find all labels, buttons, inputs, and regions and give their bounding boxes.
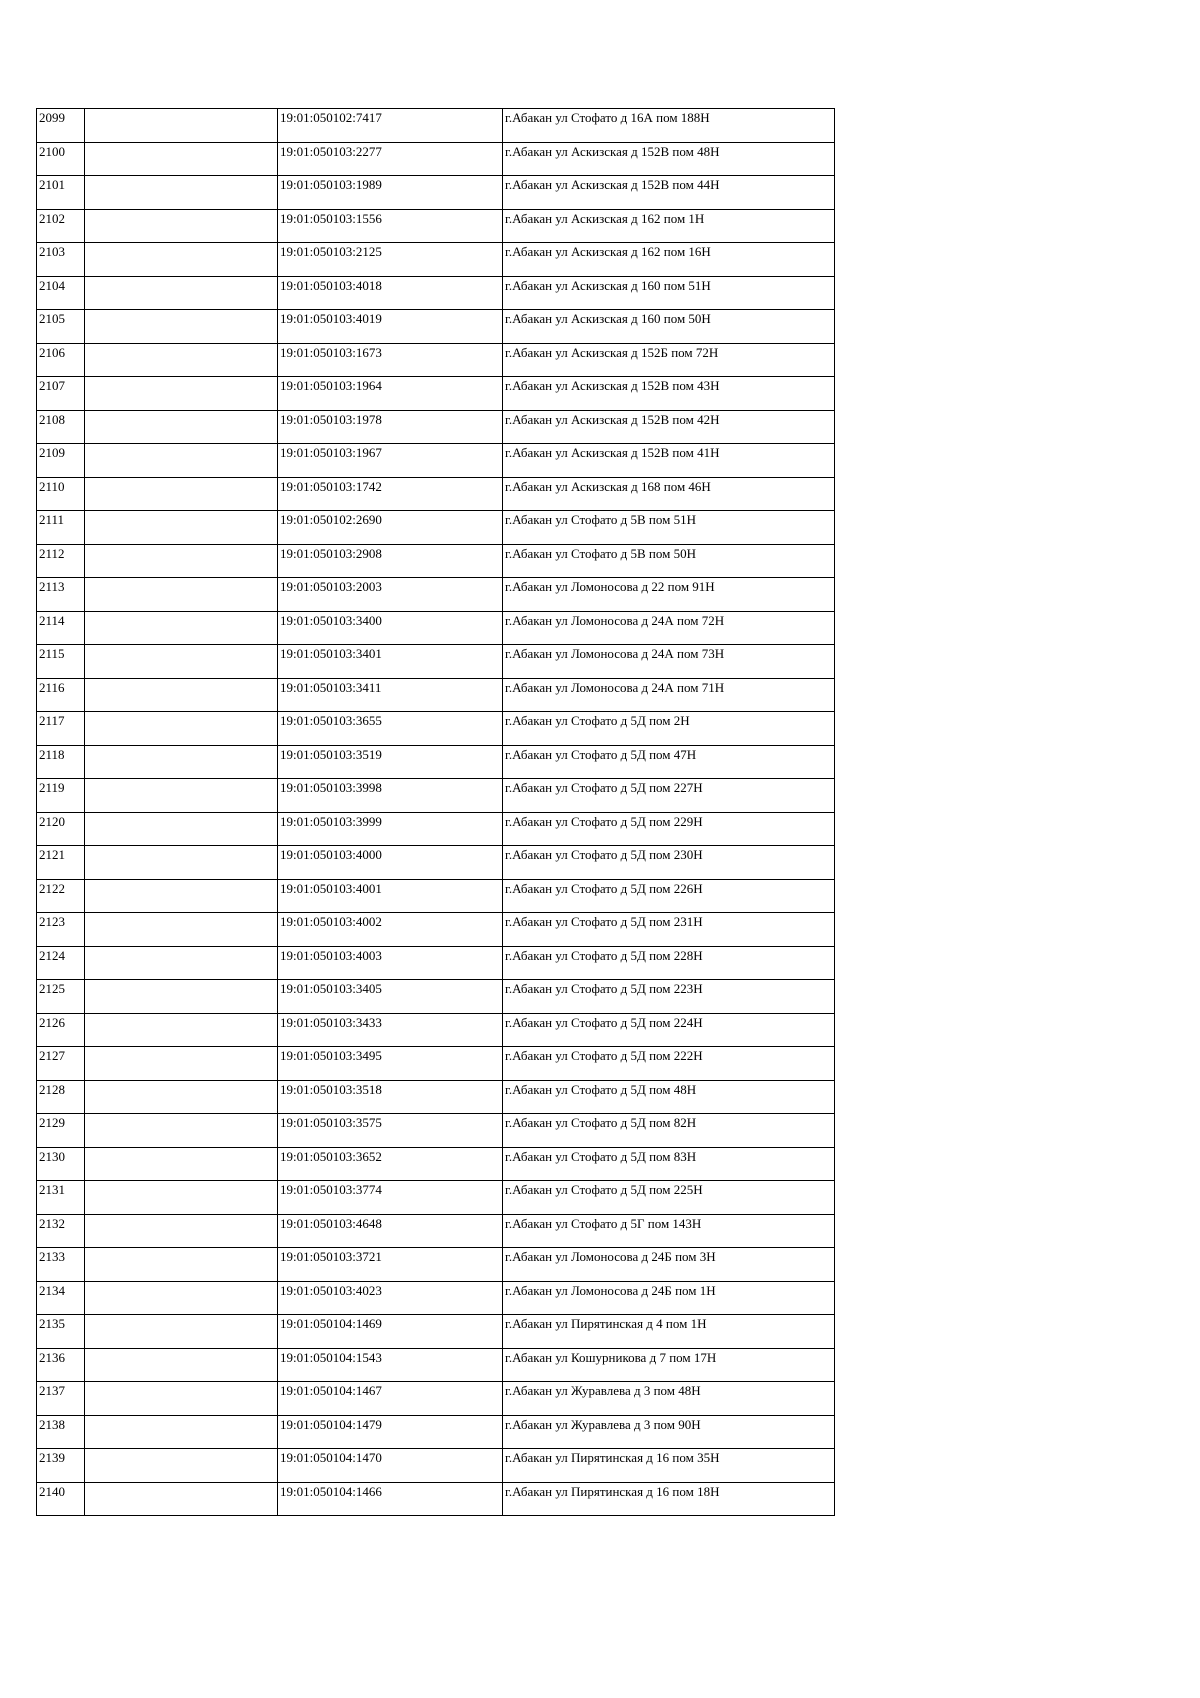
table-row — [37, 913, 835, 947]
cadastral-number-cell: 19:01:050103:4019 — [278, 310, 503, 344]
empty-cell — [85, 1114, 278, 1148]
row-number-cell: 2135 — [37, 1315, 85, 1349]
empty-cell — [85, 511, 278, 545]
row-number-cell: 2104 — [37, 276, 85, 310]
empty-cell — [85, 913, 278, 947]
empty-cell — [85, 1382, 278, 1416]
empty-cell — [85, 1013, 278, 1047]
address-cell: г.Абакан ул Ломоносова д 22 пом 91Н — [503, 578, 835, 612]
row-number-cell: 2102 — [37, 209, 85, 243]
empty-cell — [85, 343, 278, 377]
table-row — [37, 946, 835, 980]
row-number-cell: 2112 — [37, 544, 85, 578]
cadastral-number-cell: 19:01:050103:1742 — [278, 477, 503, 511]
row-number-cell: 2106 — [37, 343, 85, 377]
address-cell: г.Абакан ул Аскизская д 152В пом 48Н — [503, 142, 835, 176]
table-row — [37, 1047, 835, 1081]
address-cell: г.Абакан ул Ломоносова д 24А пом 73Н — [503, 645, 835, 679]
table-row — [37, 611, 835, 645]
address-cell: г.Абакан ул Ломоносова д 24А пом 72Н — [503, 611, 835, 645]
empty-cell — [85, 142, 278, 176]
empty-cell — [85, 209, 278, 243]
table-row — [37, 1248, 835, 1282]
cadastral-number-cell: 19:01:050103:4018 — [278, 276, 503, 310]
address-cell: г.Абакан ул Аскизская д 152В пом 44Н — [503, 176, 835, 210]
table-row — [37, 477, 835, 511]
address-cell: г.Абакан ул Стофато д 5Д пом 229Н — [503, 812, 835, 846]
row-number-cell: 2105 — [37, 310, 85, 344]
table-row — [37, 1114, 835, 1148]
cadastral-number-cell: 19:01:050103:2908 — [278, 544, 503, 578]
table-row — [37, 712, 835, 746]
cadastral-number-cell: 19:01:050103:1989 — [278, 176, 503, 210]
row-number-cell: 2121 — [37, 846, 85, 880]
cadastral-number-cell: 19:01:050103:1964 — [278, 377, 503, 411]
empty-cell — [85, 1214, 278, 1248]
cadastral-number-cell: 19:01:050103:3721 — [278, 1248, 503, 1282]
cadastral-number-cell: 19:01:050103:3998 — [278, 779, 503, 813]
row-number-cell: 2114 — [37, 611, 85, 645]
address-cell: г.Абакан ул Стофато д 5Г пом 143Н — [503, 1214, 835, 1248]
cadastral-number-cell: 19:01:050103:3433 — [278, 1013, 503, 1047]
address-cell: г.Абакан ул Аскизская д 160 пом 50Н — [503, 310, 835, 344]
empty-cell — [85, 1248, 278, 1282]
table-row — [37, 544, 835, 578]
table-row — [37, 812, 835, 846]
empty-cell — [85, 444, 278, 478]
table-row — [37, 276, 835, 310]
table-row — [37, 209, 835, 243]
address-cell: г.Абакан ул Аскизская д 168 пом 46Н — [503, 477, 835, 511]
address-cell: г.Абакан ул Аскизская д 162 пом 1Н — [503, 209, 835, 243]
address-cell: г.Абакан ул Стофато д 5Д пом 224Н — [503, 1013, 835, 1047]
table-row — [37, 846, 835, 880]
cadastral-number-cell: 19:01:050103:3575 — [278, 1114, 503, 1148]
row-number-cell: 2101 — [37, 176, 85, 210]
cadastral-number-cell: 19:01:050104:1469 — [278, 1315, 503, 1349]
table-row — [37, 410, 835, 444]
empty-cell — [85, 310, 278, 344]
row-number-cell: 2124 — [37, 946, 85, 980]
address-cell: г.Абакан ул Кошурникова д 7 пом 17Н — [503, 1348, 835, 1382]
address-cell: г.Абакан ул Журавлева д 3 пом 48Н — [503, 1382, 835, 1416]
cadastral-number-cell: 19:01:050103:3400 — [278, 611, 503, 645]
cadastral-number-cell: 19:01:050104:1479 — [278, 1415, 503, 1449]
empty-cell — [85, 1147, 278, 1181]
table-row — [37, 1315, 835, 1349]
empty-cell — [85, 846, 278, 880]
address-cell: г.Абакан ул Стофато д 5Д пом 228Н — [503, 946, 835, 980]
table-row — [37, 678, 835, 712]
row-number-cell: 2138 — [37, 1415, 85, 1449]
table-row — [37, 745, 835, 779]
row-number-cell: 2128 — [37, 1080, 85, 1114]
table-row — [37, 1415, 835, 1449]
row-number-cell: 2120 — [37, 812, 85, 846]
address-cell: г.Абакан ул Журавлева д 3 пом 90Н — [503, 1415, 835, 1449]
cadastral-number-cell: 19:01:050103:4001 — [278, 879, 503, 913]
row-number-cell: 2139 — [37, 1449, 85, 1483]
row-number-cell: 2111 — [37, 511, 85, 545]
address-cell: г.Абакан ул Аскизская д 162 пом 16Н — [503, 243, 835, 277]
empty-cell — [85, 745, 278, 779]
empty-cell — [85, 1281, 278, 1315]
row-number-cell: 2100 — [37, 142, 85, 176]
table-row — [37, 343, 835, 377]
table-row — [37, 377, 835, 411]
table-row — [37, 980, 835, 1014]
table-row — [37, 310, 835, 344]
row-number-cell: 2140 — [37, 1482, 85, 1516]
address-cell: г.Абакан ул Стофато д 5Д пом 47Н — [503, 745, 835, 779]
table-row — [37, 1281, 835, 1315]
row-number-cell: 2113 — [37, 578, 85, 612]
address-cell: г.Абакан ул Стофато д 5В пом 51Н — [503, 511, 835, 545]
empty-cell — [85, 1415, 278, 1449]
empty-cell — [85, 477, 278, 511]
address-cell: г.Абакан ул Стофато д 5Д пом 48Н — [503, 1080, 835, 1114]
cadastral-number-cell: 19:01:050103:4023 — [278, 1281, 503, 1315]
empty-cell — [85, 109, 278, 143]
cadastral-number-cell: 19:01:050103:4000 — [278, 846, 503, 880]
table-row — [37, 1080, 835, 1114]
row-number-cell: 2099 — [37, 109, 85, 143]
empty-cell — [85, 712, 278, 746]
table-row — [37, 511, 835, 545]
table-row — [37, 645, 835, 679]
row-number-cell: 2127 — [37, 1047, 85, 1081]
empty-cell — [85, 1080, 278, 1114]
row-number-cell: 2131 — [37, 1181, 85, 1215]
table-row — [37, 1013, 835, 1047]
address-cell: г.Абакан ул Стофато д 5Д пом 225Н — [503, 1181, 835, 1215]
empty-cell — [85, 879, 278, 913]
cadastral-number-cell: 19:01:050103:3405 — [278, 980, 503, 1014]
address-cell: г.Абакан ул Стофато д 5Д пом 231Н — [503, 913, 835, 947]
empty-cell — [85, 1449, 278, 1483]
table-row — [37, 243, 835, 277]
cadastral-number-cell: 19:01:050104:1470 — [278, 1449, 503, 1483]
row-number-cell: 2137 — [37, 1382, 85, 1416]
address-cell: г.Абакан ул Аскизская д 152В пом 43Н — [503, 377, 835, 411]
row-number-cell: 2103 — [37, 243, 85, 277]
row-number-cell: 2118 — [37, 745, 85, 779]
address-cell: г.Абакан ул Стофато д 16А пом 188Н — [503, 109, 835, 143]
address-cell: г.Абакан ул Стофато д 5Д пом 2Н — [503, 712, 835, 746]
row-number-cell: 2117 — [37, 712, 85, 746]
cadastral-number-cell: 19:01:050103:4002 — [278, 913, 503, 947]
table-row — [37, 1482, 835, 1516]
table-row — [37, 1382, 835, 1416]
row-number-cell: 2133 — [37, 1248, 85, 1282]
table-row — [37, 779, 835, 813]
empty-cell — [85, 645, 278, 679]
address-cell: г.Абакан ул Стофато д 5Д пом 223Н — [503, 980, 835, 1014]
cadastral-number-cell: 19:01:050103:1556 — [278, 209, 503, 243]
empty-cell — [85, 176, 278, 210]
empty-cell — [85, 1315, 278, 1349]
address-cell: г.Абакан ул Аскизская д 160 пом 51Н — [503, 276, 835, 310]
row-number-cell: 2132 — [37, 1214, 85, 1248]
cadastral-number-cell: 19:01:050103:4648 — [278, 1214, 503, 1248]
address-cell: г.Абакан ул Пирятинская д 16 пом 35Н — [503, 1449, 835, 1483]
row-number-cell: 2122 — [37, 879, 85, 913]
address-cell: г.Абакан ул Стофато д 5В пом 50Н — [503, 544, 835, 578]
address-cell: г.Абакан ул Ломоносова д 24Б пом 3Н — [503, 1248, 835, 1282]
cadastral-number-cell: 19:01:050104:1467 — [278, 1382, 503, 1416]
cadastral-number-cell: 19:01:050103:1978 — [278, 410, 503, 444]
cadastral-number-cell: 19:01:050104:1543 — [278, 1348, 503, 1382]
empty-cell — [85, 812, 278, 846]
row-number-cell: 2119 — [37, 779, 85, 813]
address-cell: г.Абакан ул Пирятинская д 4 пом 1Н — [503, 1315, 835, 1349]
address-cell: г.Абакан ул Ломоносова д 24Б пом 1Н — [503, 1281, 835, 1315]
empty-cell — [85, 611, 278, 645]
empty-cell — [85, 276, 278, 310]
empty-cell — [85, 1047, 278, 1081]
empty-cell — [85, 410, 278, 444]
address-cell: г.Абакан ул Стофато д 5Д пом 227Н — [503, 779, 835, 813]
empty-cell — [85, 678, 278, 712]
empty-cell — [85, 779, 278, 813]
empty-cell — [85, 1482, 278, 1516]
address-cell: г.Абакан ул Стофато д 5Д пом 82Н — [503, 1114, 835, 1148]
row-number-cell: 2125 — [37, 980, 85, 1014]
table-row — [37, 879, 835, 913]
table-row — [37, 1214, 835, 1248]
address-cell: г.Абакан ул Аскизская д 152Б пом 72Н — [503, 343, 835, 377]
row-number-cell: 2115 — [37, 645, 85, 679]
cadastral-number-cell: 19:01:050103:2003 — [278, 578, 503, 612]
empty-cell — [85, 578, 278, 612]
row-number-cell: 2126 — [37, 1013, 85, 1047]
cadastral-number-cell: 19:01:050103:3518 — [278, 1080, 503, 1114]
empty-cell — [85, 243, 278, 277]
cadastral-number-cell: 19:01:050103:1673 — [278, 343, 503, 377]
row-number-cell: 2136 — [37, 1348, 85, 1382]
cadastral-number-cell: 19:01:050103:3655 — [278, 712, 503, 746]
row-number-cell: 2134 — [37, 1281, 85, 1315]
cadastral-number-cell: 19:01:050103:3652 — [278, 1147, 503, 1181]
address-cell: г.Абакан ул Стофато д 5Д пом 83Н — [503, 1147, 835, 1181]
cadastral-number-cell: 19:01:050103:3411 — [278, 678, 503, 712]
address-cell: г.Абакан ул Аскизская д 152В пом 41Н — [503, 444, 835, 478]
row-number-cell: 2108 — [37, 410, 85, 444]
cadastral-number-cell: 19:01:050103:3999 — [278, 812, 503, 846]
address-cell: г.Абакан ул Стофато д 5Д пом 222Н — [503, 1047, 835, 1081]
cadastral-number-cell: 19:01:050103:2277 — [278, 142, 503, 176]
table-row — [37, 444, 835, 478]
table-row — [37, 1449, 835, 1483]
row-number-cell: 2107 — [37, 377, 85, 411]
empty-cell — [85, 1348, 278, 1382]
empty-cell — [85, 980, 278, 1014]
row-number-cell: 2116 — [37, 678, 85, 712]
table-row — [37, 109, 835, 143]
empty-cell — [85, 544, 278, 578]
cadastral-number-cell: 19:01:050104:1466 — [278, 1482, 503, 1516]
row-number-cell: 2123 — [37, 913, 85, 947]
registry-table-body — [37, 109, 835, 1516]
table-row — [37, 142, 835, 176]
table-row — [37, 176, 835, 210]
row-number-cell: 2110 — [37, 477, 85, 511]
table-row — [37, 1147, 835, 1181]
table-row — [37, 578, 835, 612]
cadastral-number-cell: 19:01:050102:2690 — [278, 511, 503, 545]
row-number-cell: 2109 — [37, 444, 85, 478]
cadastral-number-cell: 19:01:050103:1967 — [278, 444, 503, 478]
cadastral-number-cell: 19:01:050103:3774 — [278, 1181, 503, 1215]
address-cell: г.Абакан ул Стофато д 5Д пом 226Н — [503, 879, 835, 913]
cadastral-number-cell: 19:01:050103:3495 — [278, 1047, 503, 1081]
empty-cell — [85, 1181, 278, 1215]
row-number-cell: 2129 — [37, 1114, 85, 1148]
cadastral-number-cell: 19:01:050102:7417 — [278, 109, 503, 143]
row-number-cell: 2130 — [37, 1147, 85, 1181]
empty-cell — [85, 946, 278, 980]
cadastral-number-cell: 19:01:050103:3519 — [278, 745, 503, 779]
cadastral-number-cell: 19:01:050103:4003 — [278, 946, 503, 980]
address-cell: г.Абакан ул Пирятинская д 16 пом 18Н — [503, 1482, 835, 1516]
table-row — [37, 1181, 835, 1215]
cadastral-number-cell: 19:01:050103:3401 — [278, 645, 503, 679]
cadastral-number-cell: 19:01:050103:2125 — [278, 243, 503, 277]
address-cell: г.Абакан ул Стофато д 5Д пом 230Н — [503, 846, 835, 880]
address-cell: г.Абакан ул Ломоносова д 24А пом 71Н — [503, 678, 835, 712]
table-row — [37, 1348, 835, 1382]
address-cell: г.Абакан ул Аскизская д 152В пом 42Н — [503, 410, 835, 444]
empty-cell — [85, 377, 278, 411]
property-registry-table — [36, 108, 835, 1516]
